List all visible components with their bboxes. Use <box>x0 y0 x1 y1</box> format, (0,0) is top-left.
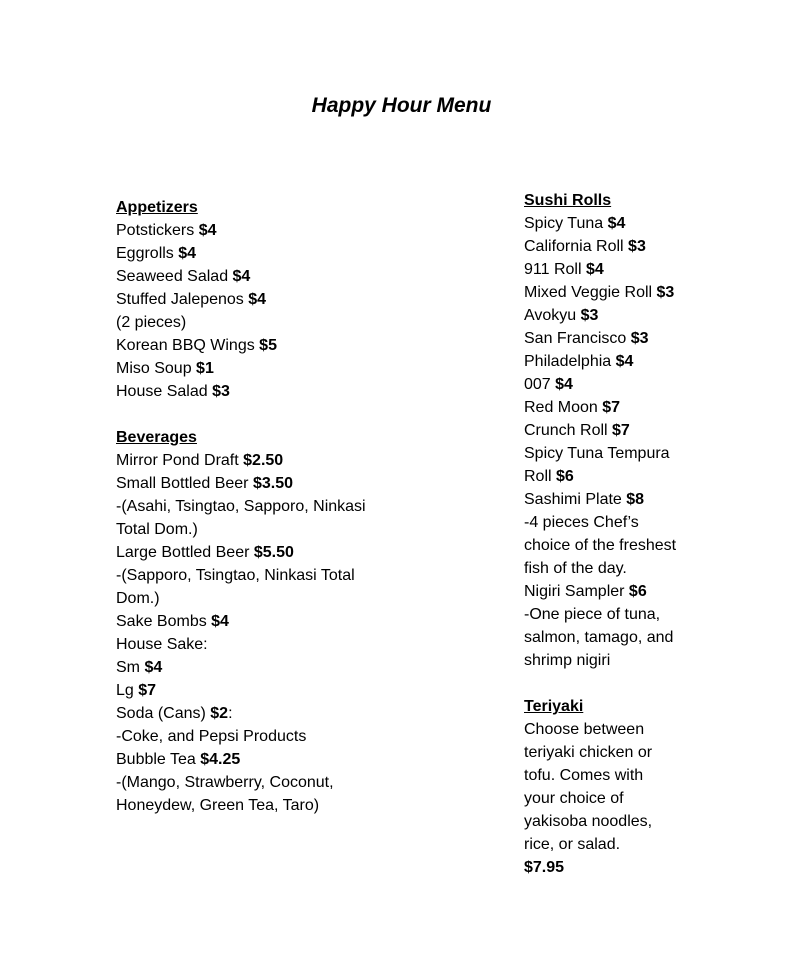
item-price: $4 <box>178 245 197 262</box>
item-name: 007 <box>524 376 556 393</box>
menu-item <box>524 580 794 603</box>
menu-item <box>116 656 416 679</box>
item-name: Soda (Cans) <box>116 705 211 722</box>
sushi-rolls-heading: Sushi Rolls <box>524 192 612 209</box>
item-suffix: : <box>228 705 233 722</box>
menu-item-note <box>116 518 416 541</box>
item-price: $3 <box>212 383 230 400</box>
item-name: Crunch Roll <box>524 422 613 439</box>
item-price: $7 <box>612 422 630 439</box>
item-price: $1 <box>196 360 214 377</box>
item-price: $4 <box>248 291 267 308</box>
menu-item <box>116 610 416 633</box>
teriyaki-description-line: rice, or salad. <box>524 836 621 853</box>
item-price: $4 <box>607 215 626 232</box>
item-price: $2.50 <box>243 452 284 469</box>
item-name: Seaweed Salad <box>116 268 233 285</box>
item-price: $4 <box>585 261 604 278</box>
menu-item <box>524 488 794 511</box>
item-name: Dom.) <box>116 590 160 607</box>
menu-item-note <box>116 311 416 334</box>
beverages-section <box>116 426 416 817</box>
item-name: Roll <box>524 468 557 485</box>
item-price: $4 <box>198 222 217 239</box>
item-price: $4 <box>615 353 634 370</box>
menu-item <box>524 373 794 396</box>
item-price: $8 <box>626 491 645 508</box>
item-name: fish of the day. <box>524 560 627 577</box>
item-name: Avokyu <box>524 307 581 324</box>
menu-item-note <box>116 564 416 587</box>
menu-item-note <box>524 603 794 626</box>
item-name: Sashimi Plate <box>524 491 627 508</box>
appetizers-heading: Appetizers <box>116 199 198 216</box>
item-name: Eggrolls <box>116 245 179 262</box>
menu-item <box>524 281 794 304</box>
item-name: -4 pieces Chef’s <box>524 514 639 531</box>
item-name: (2 pieces) <box>116 314 187 331</box>
item-price: $4.25 <box>200 751 241 768</box>
item-name: Sake Bombs <box>116 613 212 630</box>
item-price: $7 <box>138 682 157 699</box>
appetizers-section <box>116 196 416 403</box>
menu-item <box>116 679 416 702</box>
item-name: Stuffed Jalepenos <box>116 291 249 308</box>
menu-item <box>116 449 416 472</box>
menu-item <box>524 212 794 235</box>
item-name: Large Bottled Beer <box>116 544 254 561</box>
item-name: Lg <box>116 682 139 699</box>
item-name: Potstickers <box>116 222 199 239</box>
menu-item <box>116 265 416 288</box>
item-name: -One piece of tuna, <box>524 606 661 623</box>
teriyaki-description-line: teriyaki chicken or <box>524 744 653 761</box>
menu-item-note <box>116 587 416 610</box>
item-name: House Salad <box>116 383 213 400</box>
item-name: -(Mango, Strawberry, Coconut, <box>116 774 334 791</box>
beverages-heading: Beverages <box>116 429 197 446</box>
item-price: $7 <box>602 399 621 416</box>
item-name: Sm <box>116 659 145 676</box>
menu-item <box>116 380 416 403</box>
menu-item <box>116 541 416 564</box>
item-name: Korean BBQ Wings <box>116 337 260 354</box>
item-price: $3 <box>630 330 649 347</box>
menu-item <box>116 633 416 656</box>
teriyaki-heading: Teriyaki <box>524 698 584 715</box>
item-name: California Roll <box>524 238 629 255</box>
menu-item-note <box>116 771 416 794</box>
left-column <box>116 196 416 817</box>
item-name: San Francisco <box>524 330 631 347</box>
teriyaki-description-line: yakisoba noodles, <box>524 813 653 830</box>
item-price: $2 <box>210 705 229 722</box>
teriyaki-description-line: your choice of <box>524 790 624 807</box>
menu-item-note <box>116 495 416 518</box>
item-name: Bubble Tea <box>116 751 201 768</box>
item-price: $4 <box>211 613 229 630</box>
item-name: choice of the freshest <box>524 537 677 554</box>
menu-item <box>524 465 794 488</box>
item-name: Small Bottled Beer <box>116 475 253 492</box>
item-name: House Sake: <box>116 636 208 653</box>
item-name: Spicy Tuna Tempura <box>524 445 670 462</box>
item-name: salmon, tamago, and <box>524 629 674 646</box>
menu-item-note <box>524 626 794 649</box>
menu-item-note <box>116 794 416 817</box>
item-price: $4 <box>232 268 251 285</box>
menu-item <box>116 334 416 357</box>
item-price: $6 <box>556 468 574 485</box>
menu-item <box>524 396 794 419</box>
menu-title: Happy Hour Menu <box>311 94 492 117</box>
menu-item <box>524 442 794 465</box>
item-price: $3 <box>580 307 599 324</box>
item-name: Mixed Veggie Roll <box>524 284 657 301</box>
item-price: $4 <box>555 376 573 393</box>
item-price: $6 <box>628 583 647 600</box>
item-price: $5.50 <box>253 544 294 561</box>
menu-item-note <box>524 534 794 557</box>
menu-item <box>524 258 794 281</box>
item-name: Total Dom.) <box>116 521 198 538</box>
menu-item <box>116 748 416 771</box>
menu-item <box>116 472 416 495</box>
menu-item <box>524 419 794 442</box>
menu-item-note <box>524 511 794 534</box>
teriyaki-section <box>524 695 794 879</box>
menu-item <box>116 357 416 380</box>
item-name: -(Sapporo, Tsingtao, Ninkasi Total <box>116 567 355 584</box>
menu-item <box>116 702 416 725</box>
menu-item-note <box>524 649 794 672</box>
item-price: $5 <box>259 337 277 354</box>
item-price: $3 <box>628 238 646 255</box>
item-name: Mirror Pond Draft <box>116 452 244 469</box>
item-price: $3 <box>656 284 675 301</box>
item-name: Miso Soup <box>116 360 197 377</box>
item-name: Spicy Tuna <box>524 215 608 232</box>
item-name: Honeydew, Green Tea, Taro) <box>116 797 320 814</box>
right-column <box>524 189 794 879</box>
menu-item <box>524 235 794 258</box>
item-name: Nigiri Sampler <box>524 583 629 600</box>
teriyaki-description-line: Choose between <box>524 721 645 738</box>
item-price: $4 <box>144 659 163 676</box>
menu-item <box>116 288 416 311</box>
menu-item <box>524 327 794 350</box>
item-name: 911 Roll <box>524 261 586 278</box>
menu-item <box>524 304 794 327</box>
teriyaki-price: $7.95 <box>524 859 565 876</box>
item-name: shrimp nigiri <box>524 652 611 669</box>
menu-item-note <box>524 557 794 580</box>
teriyaki-description-line: tofu. Comes with <box>524 767 644 784</box>
item-name: -(Asahi, Tsingtao, Sapporo, Ninkasi <box>116 498 366 515</box>
menu-item <box>116 242 416 265</box>
item-name: -Coke, and Pepsi Products <box>116 728 307 745</box>
menu-item <box>116 219 416 242</box>
item-name: Philadelphia <box>524 353 616 370</box>
menu-item <box>524 350 794 373</box>
menu-item-note <box>116 725 416 748</box>
item-name: Red Moon <box>524 399 603 416</box>
item-price: $3.50 <box>252 475 293 492</box>
sushi-rolls-section <box>524 189 794 672</box>
